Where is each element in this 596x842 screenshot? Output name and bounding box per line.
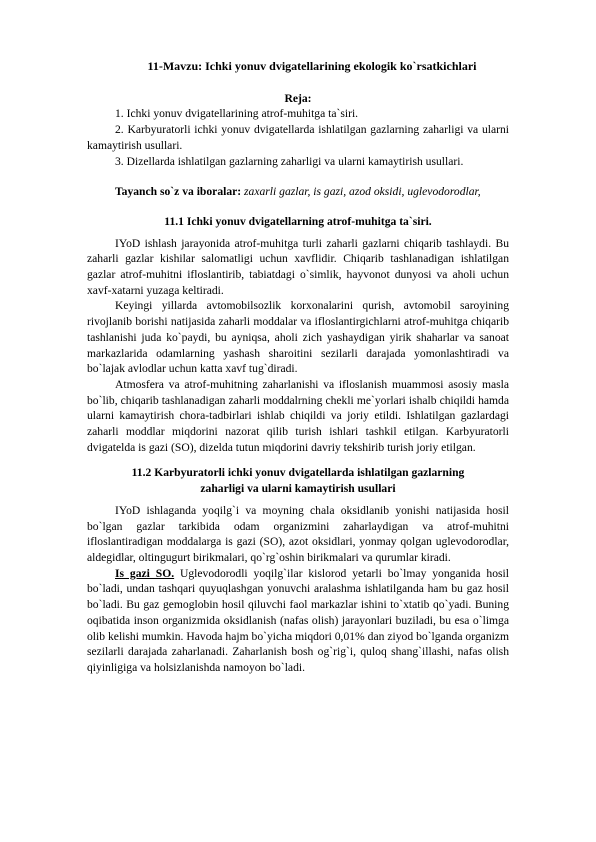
keywords-paragraph [87,184,509,200]
section-1-heading: 11.1 Ichki yonuv dvigatellarning atrof-muhitga ta`siri. [164,214,432,228]
plan-item: 3. Dizellarda ishlatilgan gazlarning zaharligi va ularni kamaytirish usullari. [115,154,464,168]
keywords-list: zaxarli gazlar, is gazi, azod oksidi, uglevodorodlar, [244,185,481,199]
section-2-paragraph-co [87,566,509,676]
section-1-paragraph: IYoD ishlash jarayonida atrof-muhitga turli zaharli gazlarni chiqarib tashlaydi. Bu zaharli gazlar kishilar salomatligi uchun xavflidir. Chiqarib tashlanadigan ishlatilgan gazlar atrof-muhitni ifloslantirib, tabiatdagi o`simlik, hayvonot dunyosi va aholi uchun xavf-xatarni yuzaga keltiradi. [87,236,509,297]
section-2-paragraph-text: Uglevodorodli yoqilg`ilar kislorod yetarli bo`lmay yonganida hosil bo`ladi, undan tashqari quyuqlashgan yonuvchi aralashma ishlatilganda ham bu gaz hosil bo`ladi. Bu gaz gemoglobin hosil qiluvchi faol markazlar ishini to`xtatib qo`yadi. Buning oqibatida inson organizmida oksidlanish (nafas olish) jarayonlari buziladi, bu esa o`limga olib kelishi mumkin. Havoda hajm bo`yicha miqdori 0,01% dan ziyod bo`lganda organizm sezilarli darajada zaharlanadi. Zaharlanish bosh og`rig`i, quloq shang`illashi, nafas olish qiyinligiga va holsizlanishda namoyon bo`ladi. [87,566,509,674]
section-1-paragraph: Atmosfera va atrof-muhitning zaharlanishi va ifloslanish muammosi asosiy masla bo`lib, chiqarib tashlanadigan zaharli moddalrning chekli me`yorlari ishalb chiqildi hamda ularni kamaytirish chora-tadbirlari ishlab chiqildi va joriy etildi. Ishlatilgan gazlardagi zaharli moddlar miqdorini nazorat qilib turish ishlari tashkil etilgan. Karbyuratorli dvigatelda is gazi (SO), dizelda tutun miqdorini davriy tekshirib turish joriy etilgan. [87,377,509,454]
document-body [87,59,509,676]
plan-item: 2. Karbyuratorli ichki yonuv dvigatellarda ishlatilgan gazlarning zaharligi va ularni kamaytirish usullari. [87,123,509,152]
plan-heading: Reja: [284,91,312,105]
section-2-heading [87,465,509,496]
keywords-label: Tayanch so`z va iboralar: [115,185,242,199]
section-2-paragraph: IYoD ishlaganda yoqilg`i va moyning chala oksidlanib yonishi natijasida hosil bo`lgan gazlar tarkibida odam organizmini zaharlaydigan va atrof-muhitni ifloslantiradigan moddalarga is gazi (SO), azot oksidlari, yonmay qolgan uglevodorodlar, aldegidlar, oltingugurt birikmalari, qo`rg`oshin birikmalari va qurumlar kiradi. [87,503,509,564]
section-2-heading-line: zaharligi va ularni kamaytirish usullari [200,482,396,496]
term-co: Is gazi SO. [115,566,175,580]
section-1-paragraph: Keyingi yillarda avtomobilsozlik korxonalarini qurish, avtomobil saroyining rivojlanib borishi natijasida zaharli moddalar va ifloslantirgichlarni atrof-muhitga chiqarib tashlanishi juda ko`paydi, bu ayniqsa, aholi zich yashaydigan yirik shaharlar va sanoat markazlarida odamlarning yashash sharoitini sezilarli darajada yomonlashtiradi va bo`lajak avlodlar uchun katta xavf tug`diradi. [87,299,509,376]
document-title: 11-Mavzu: Ichki yonuv dvigatellarining ekologik ko`rsatkichlari [147,59,477,73]
section-2-heading-line: 11.2 Karbyuratorli ichki yonuv dvigatellarda ishlatilgan gazlarning [131,466,465,480]
plan-item: 1. Ichki yonuv dvigatellarining atrof-muhitga ta`siri. [115,107,359,121]
